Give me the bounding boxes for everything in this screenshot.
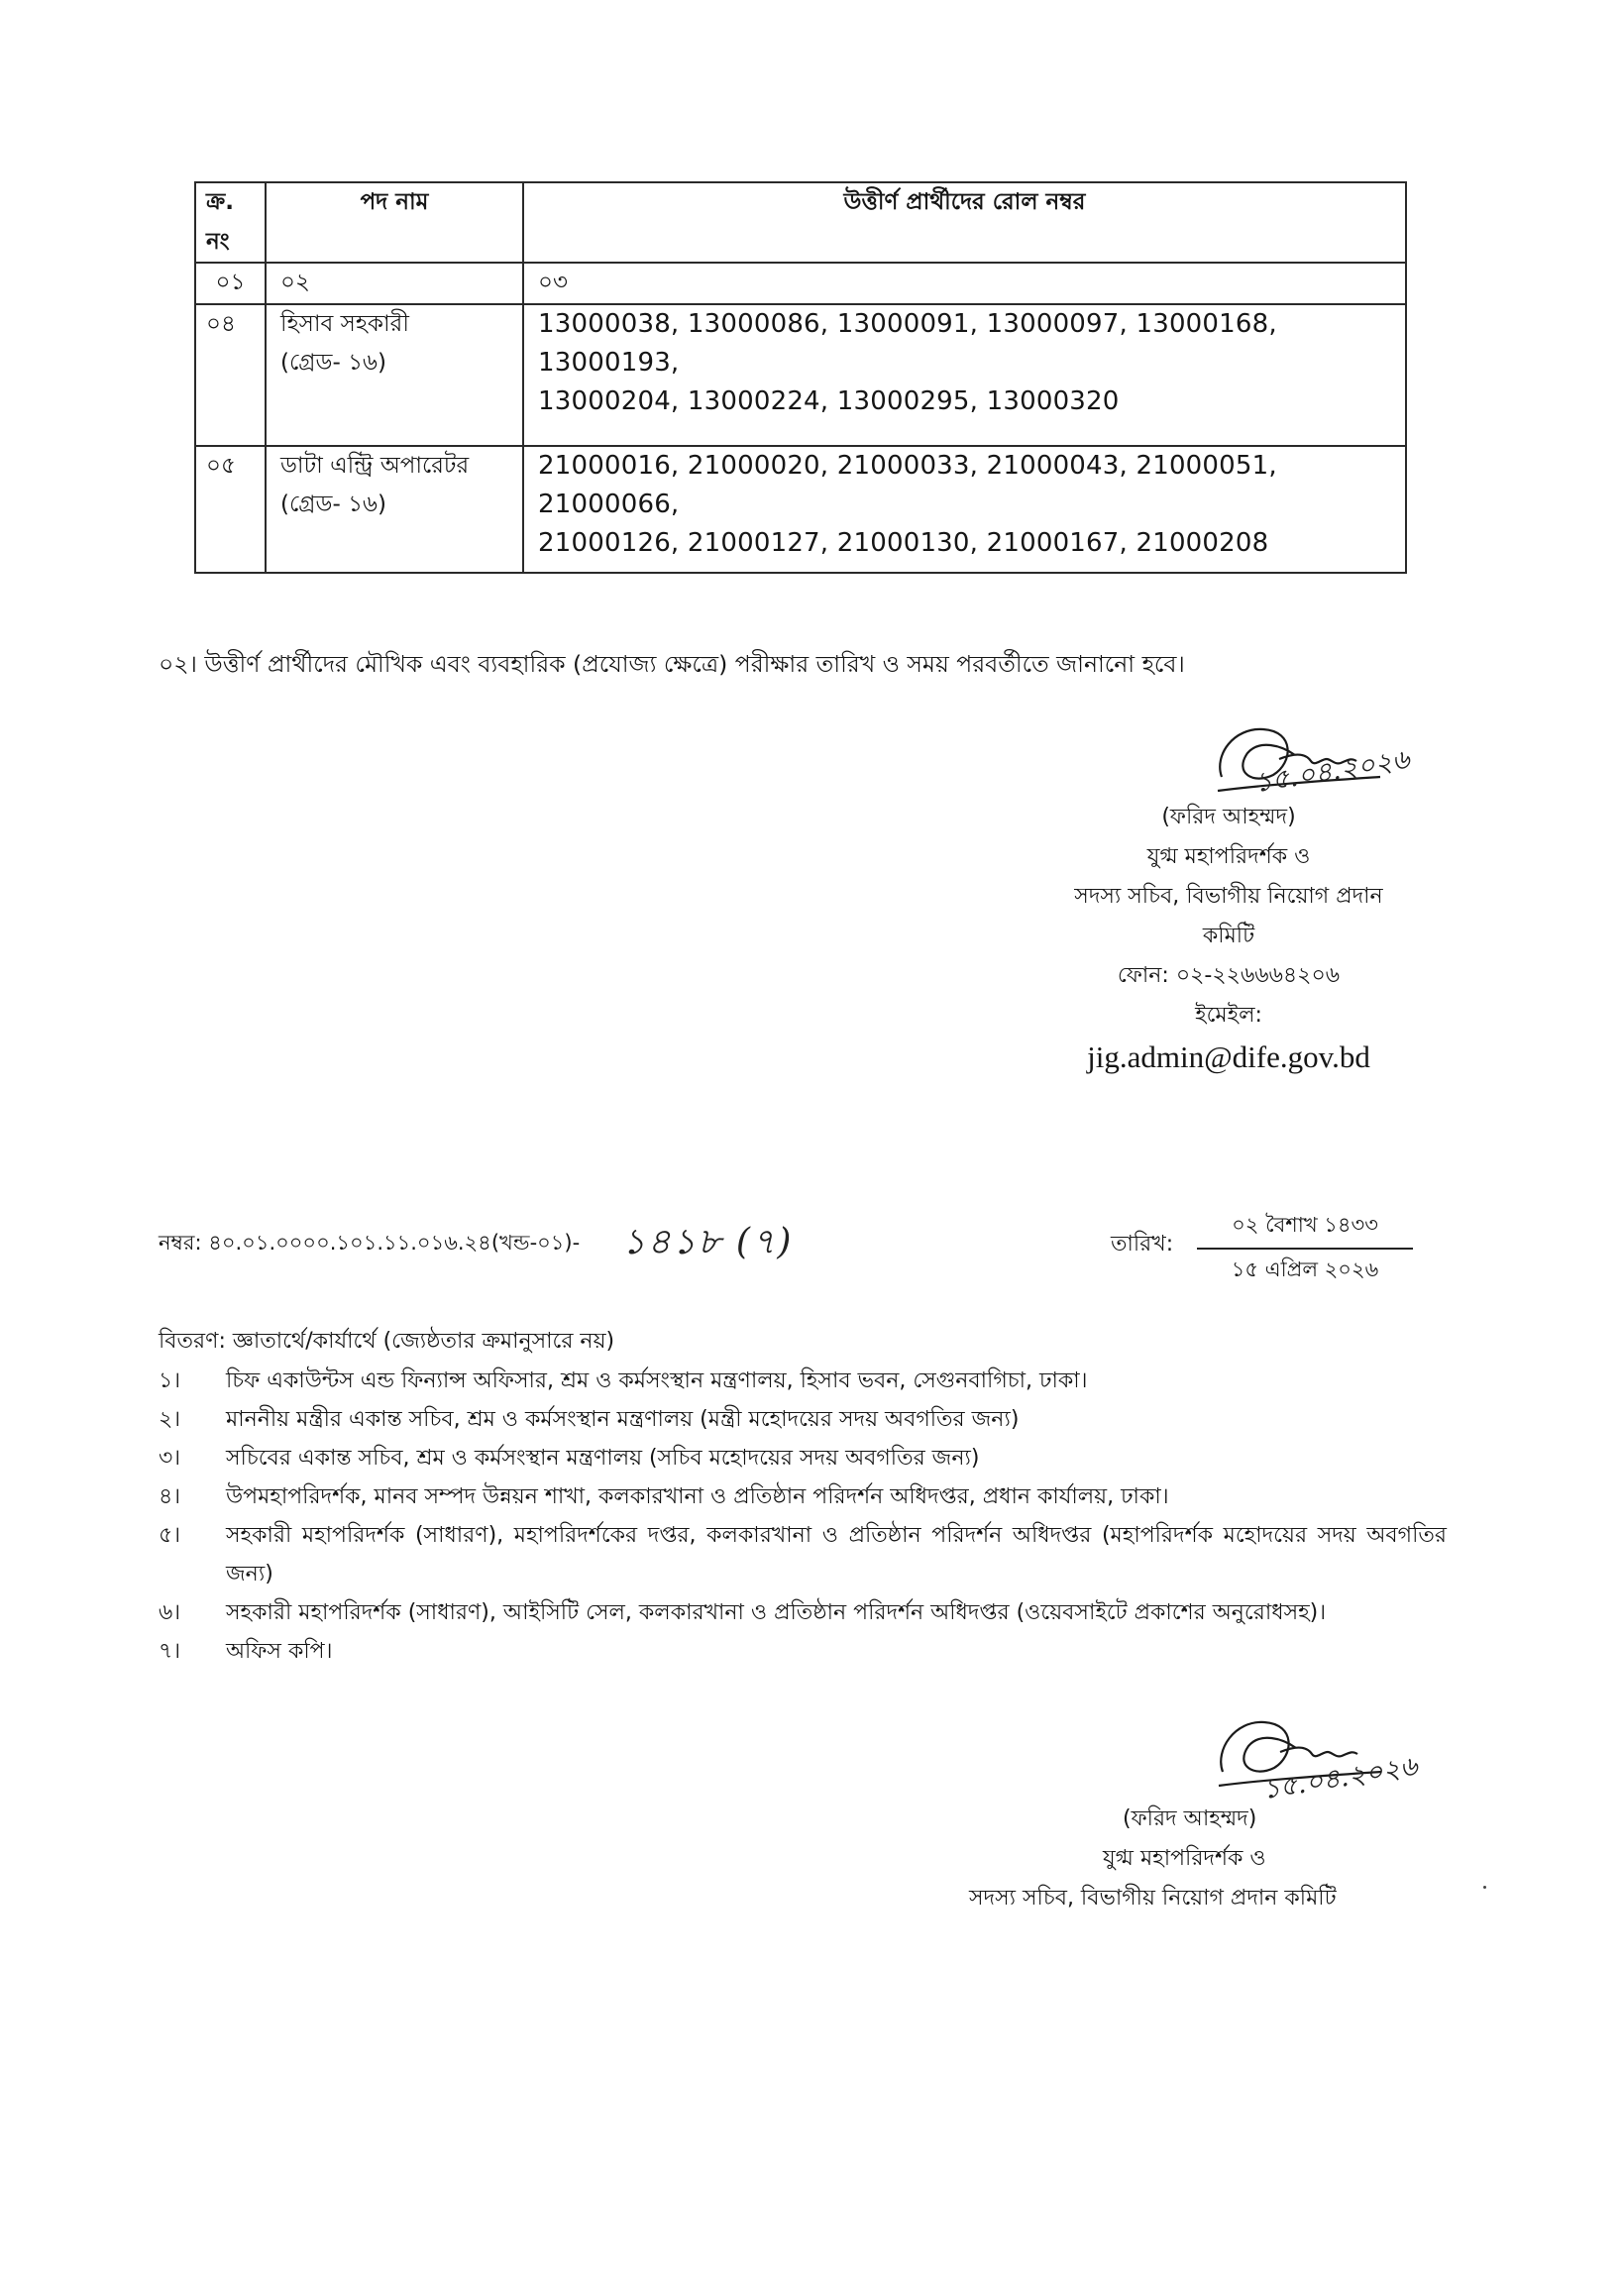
row-post — [266, 446, 523, 573]
column-number: ০৩ — [523, 263, 1406, 304]
signature-date: ১৫.০৪.২০২৬ — [1252, 743, 1412, 800]
list-item — [159, 1477, 1447, 1516]
post-grade: (গ্রেড- ১৬) — [280, 350, 386, 377]
rolls-line: 21000126, 21000127, 21000130, 21000167, 21000208 — [538, 527, 1269, 558]
signatory-title: যুগ্ম মহাপরিদর্শক ও — [1103, 1846, 1266, 1871]
table-row — [195, 304, 1406, 446]
signature-date: ১৫.০৪.২০২৬ — [1260, 1750, 1420, 1806]
signatory-name: (ফরিদ আহম্মদ) — [1161, 805, 1296, 829]
memo-handwritten-number: ১৪১৮ (৭) — [622, 1222, 794, 1262]
distribution-title: বিতরণ: জ্ঞাতার্থে/কার্যার্থে (জ্যেষ্ঠতার ক্রমানুসারে নয়) — [159, 1329, 615, 1354]
rolls-line: 21000016, 21000020, 21000033, 21000043, 21000051, 21000066, — [538, 450, 1277, 519]
list-item-text: সচিবের একান্ত সচিব, শ্রম ও কর্মসংস্থান মন্ত্রণালয় (সচিব মহোদয়ের সদয় অবগতির জন্য) — [226, 1446, 980, 1471]
signatory-name: (ফরিদ আহম্মদ) — [1123, 1806, 1257, 1831]
date-label: তারিখ: — [1111, 1232, 1174, 1257]
list-item-number: ৭। — [159, 1639, 181, 1664]
row-rolls — [523, 304, 1406, 446]
list-item — [159, 1400, 1447, 1439]
list-item — [159, 1362, 1447, 1400]
list-item-text: উপমহাপরিদর্শক, মানব সম্পদ উন্নয়ন শাখা, কলকারখানা ও প্রতিষ্ঠান পরিদর্শন অধিদপ্তর, প্রধান কার্যালয়, ঢাকা। — [226, 1484, 1169, 1509]
rolls-line: 13000038, 13000086, 13000091, 13000097, 13000168, 13000193, — [538, 308, 1277, 378]
post-name: হিসাব সহকারী — [280, 310, 409, 337]
list-item-number: ৫। — [159, 1523, 181, 1548]
signatory-title: সদস্য সচিব, বিভাগীয় নিয়োগ প্রদান — [1074, 884, 1383, 909]
list-item-text: মাননীয় মন্ত্রীর একান্ত সচিব, শ্রম ও কর্মসংস্থান মন্ত্রণালয় (মন্ত্রী মহোদয়ের সদয় অবগতির জন্য) — [226, 1407, 1020, 1432]
notice-paragraph: ০২। উত্তীর্ণ প্রার্থীদের মৌখিক এবং ব্যবহারিক (প্রযোজ্য ক্ষেত্রে) পরীক্ষার তারিখ ও সময় পরবর্তীতে জানানো হবে। — [159, 650, 1185, 678]
list-item-number: ১। — [159, 1368, 181, 1393]
scan-speck — [1483, 1886, 1486, 1889]
header-rolls: উত্তীর্ণ প্রার্থীদের রোল নম্বর — [523, 182, 1406, 263]
signatory-email: jig.admin@dife.gov.bd — [1087, 1039, 1370, 1074]
list-item — [159, 1439, 1447, 1477]
signatory-phone: ফোন: ০২-২২৬৬৬৪২০৬ — [1117, 963, 1341, 988]
row-serial: ০৫ — [195, 446, 266, 573]
rolls-line: 13000204, 13000224, 13000295, 13000320 — [538, 385, 1120, 416]
header-post: পদ নাম — [266, 182, 523, 263]
post-name: ডাটা এন্ট্রি অপারেটর — [280, 452, 470, 479]
signature-block — [1030, 798, 1427, 1079]
list-item-number: ৪। — [159, 1484, 181, 1509]
list-item-text: অফিস কপি। — [226, 1639, 333, 1664]
distribution-list — [159, 1362, 1447, 1671]
column-number: ০২ — [266, 263, 523, 304]
signatory-title: কমিটি — [1202, 924, 1255, 948]
column-number: ০১ — [195, 263, 266, 304]
row-rolls — [523, 446, 1406, 573]
signature-block — [969, 1800, 1445, 1918]
table-column-number-row — [195, 263, 1406, 304]
table-row — [195, 446, 1406, 573]
list-item-number: ৩। — [159, 1446, 181, 1471]
list-item-number: ৬। — [159, 1600, 181, 1625]
results-table — [194, 181, 1407, 574]
list-item-text: চিফ একাউন্টস এন্ড ফিন্যান্স অফিসার, শ্রম ও কর্মসংস্থান মন্ত্রণালয়, হিসাব ভবন, সেগুনবাগিচা, ঢাকা। — [226, 1368, 1088, 1393]
post-grade: (গ্রেড- ১৬) — [280, 492, 386, 518]
list-item — [159, 1593, 1447, 1632]
list-item-text: সহকারী মহাপরিদর্শক (সাধারণ), আইসিটি সেল, কলকারখানা ও প্রতিষ্ঠান পরিদর্শন অধিদপ্তর (ওয়েবসাইটে প্রকাশের অনুরোধসহ)। — [226, 1600, 1327, 1625]
table-header-row — [195, 182, 1406, 263]
list-item — [159, 1632, 1447, 1671]
signatory-title: সদস্য সচিব, বিভাগীয় নিয়োগ প্রদান কমিটি — [969, 1886, 1337, 1911]
list-item — [159, 1516, 1447, 1593]
signatory-title: যুগ্ম মহাপরিদর্শক ও — [1146, 844, 1311, 869]
date-gregorian: ১৫ এপ্রিল ২০২৬ — [1231, 1257, 1379, 1281]
date-bangla: ০২ বৈশাখ ১৪৩৩ — [1197, 1209, 1413, 1250]
signatory-email-label: ইমেইল: — [1195, 1003, 1262, 1028]
list-item-text: সহকারী মহাপরিদর্শক (সাধারণ), মহাপরিদর্শকের দপ্তর, কলকারখানা ও প্রতিষ্ঠান পরিদর্শন অধিদপ্তর (মহাপরিদর্শক মহোদয়ের সদয় অবগতির জন্য) — [226, 1523, 1447, 1586]
list-item-number: ২। — [159, 1407, 181, 1432]
header-serial: ক্র. নং — [195, 182, 266, 263]
date-box — [1197, 1209, 1413, 1288]
memo-number: নম্বর: ৪০.০১.০০০০.১০১.১১.০১৬.২৪(খন্ড-০১)- — [159, 1231, 581, 1255]
row-serial: ০৪ — [195, 304, 266, 446]
row-post — [266, 304, 523, 446]
